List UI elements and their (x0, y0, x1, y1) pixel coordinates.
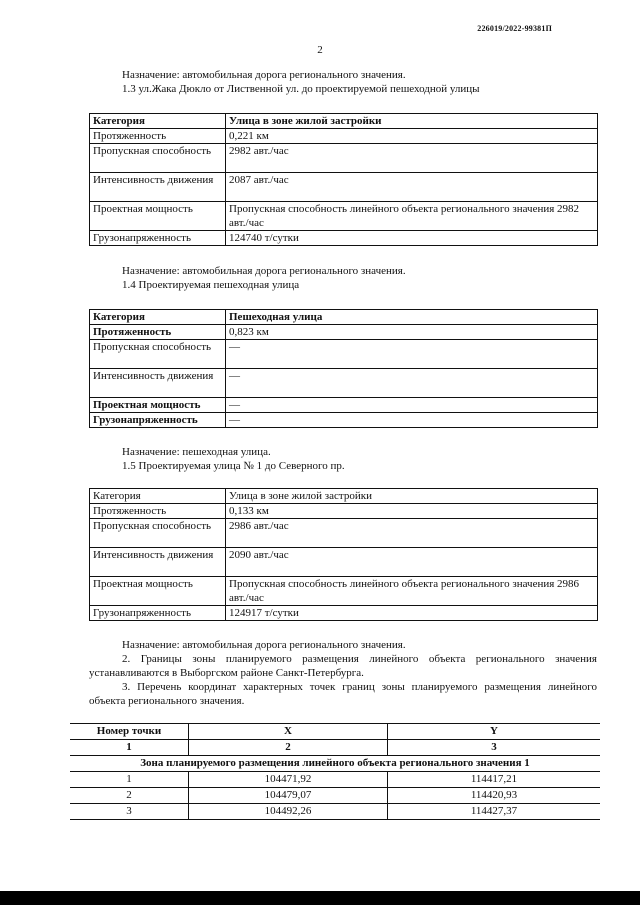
coords-header-y: Y (388, 724, 601, 740)
coords-point-number: 1 (70, 772, 189, 788)
table-cell-key: Протяженность (90, 504, 226, 519)
page-number: 2 (317, 44, 323, 56)
table-cell-value: 0,221 км (226, 129, 598, 144)
table-cell-value: 2090 авт./час (226, 548, 598, 577)
table-cell-key: Интенсивность движения (90, 369, 226, 398)
table-cell-value: Пропускная способность линейного объекта регионального значения 2982 авт./час (226, 202, 598, 231)
item-2-paragraph: 2. Границы зоны планируемого размещения линейного объекта регионального значения устанавливаются в Выборгском районе Санкт-Петербурга. (89, 653, 597, 679)
table-cell-key: Проектная мощность (90, 202, 226, 231)
coords-colnum-2: 2 (189, 740, 388, 756)
scan-bottom-border (0, 891, 640, 905)
table-cell-key: Категория (90, 114, 226, 129)
table-row (70, 804, 600, 820)
table-row (70, 788, 600, 804)
table-cell-key: Протяженность (90, 129, 226, 144)
table-cell-key: Проектная мощность (90, 398, 226, 413)
table-section-1-3 (89, 113, 598, 246)
coords-y-value: 114417,21 (388, 772, 601, 788)
table-cell-value: 0,133 км (226, 504, 598, 519)
coords-x-value: 104492,26 (189, 804, 388, 820)
table-cell-key: Пропускная способность (90, 340, 226, 369)
coordinates-table (70, 723, 600, 820)
table-cell-value: Улица в зоне жилой застройки (226, 114, 598, 129)
table-section-1-5 (89, 488, 598, 621)
coords-point-number: 3 (70, 804, 189, 820)
purpose-paragraph-3: Назначение: пешеходная улица. (122, 446, 271, 458)
table-row (70, 772, 600, 788)
table-cell-key: Пропускная способность (90, 144, 226, 173)
table-cell-value: — (226, 340, 598, 369)
coords-x-value: 104471,92 (189, 772, 388, 788)
table-cell-value: 2087 авт./час (226, 173, 598, 202)
table-cell-value: — (226, 369, 598, 398)
table-cell-value: — (226, 398, 598, 413)
table-cell-key: Проектная мощность (90, 577, 226, 606)
section-1-4-heading: 1.4 Проектируемая пешеходная улица (122, 279, 300, 291)
coords-zone-title: Зона планируемого размещения линейного объекта регионального значения 1 (70, 756, 600, 772)
item-3-paragraph: 3. Перечень координат характерных точек границ зоны планируемого размещения линейного объекта регионального значения. (89, 681, 597, 707)
purpose-paragraph-2: Назначение: автомобильная дорога регионального значения. (122, 265, 406, 277)
coords-header-x: X (189, 724, 388, 740)
table-cell-value: 0,823 км (226, 325, 598, 340)
table-cell-value: Улица в зоне жилой застройки (226, 489, 598, 504)
table-cell-key: Интенсивность движения (90, 173, 226, 202)
table-cell-key: Пропускная способность (90, 519, 226, 548)
table-cell-value: 2982 авт./час (226, 144, 598, 173)
table-cell-value: Пропускная способность линейного объекта регионального значения 2986 авт./час (226, 577, 598, 606)
table-cell-key: Протяженность (90, 325, 226, 340)
table-cell-key: Грузонапряженность (90, 231, 226, 246)
table-cell-key: Категория (90, 489, 226, 504)
coords-colnum-1: 1 (70, 740, 189, 756)
document-id: 226019/2022-99381П (477, 24, 552, 33)
section-1-5-heading: 1.5 Проектируемая улица № 1 до Северного пр. (122, 460, 345, 472)
table-cell-value: 2986 авт./час (226, 519, 598, 548)
coords-header-point: Номер точки (70, 724, 189, 740)
table-cell-value: Пешеходная улица (226, 310, 598, 325)
table-cell-value: — (226, 413, 598, 428)
table-cell-key: Грузонапряженность (90, 413, 226, 428)
table-cell-value: 124740 т/сутки (226, 231, 598, 246)
coords-x-value: 104479,07 (189, 788, 388, 804)
table-cell-key: Интенсивность движения (90, 548, 226, 577)
table-cell-value: 124917 т/сутки (226, 606, 598, 621)
purpose-paragraph-1: Назначение: автомобильная дорога регионального значения. (122, 69, 406, 81)
coords-y-value: 114420,93 (388, 788, 601, 804)
purpose-paragraph-4: Назначение: автомобильная дорога регионального значения. (122, 639, 406, 651)
coords-colnum-3: 3 (388, 740, 601, 756)
coords-y-value: 114427,37 (388, 804, 601, 820)
table-cell-key: Категория (90, 310, 226, 325)
section-1-3-heading: 1.3 ул.Жака Дюкло от Лиственной ул. до проектируемой пешеходной улицы (122, 83, 480, 95)
table-section-1-4 (89, 309, 598, 428)
table-cell-key: Грузонапряженность (90, 606, 226, 621)
coords-point-number: 2 (70, 788, 189, 804)
